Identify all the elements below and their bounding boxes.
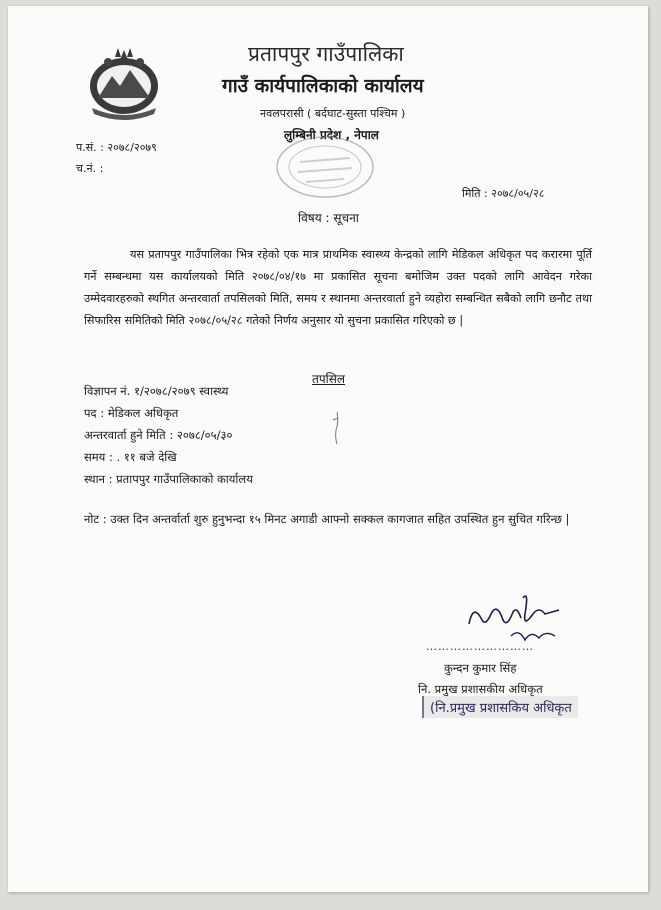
document-date	[462, 186, 544, 201]
detail-advert-number: विज्ञापन नं. १/२०७८/२०७९ स्वास्थ्य	[84, 384, 229, 398]
notice-body: यस प्रतापपुर गाउँपालिका भित्र रहेको एक मात्र प्राथमिक स्वास्थ्य केन्द्रको लागि मेडिकल अधिकृत पद करारमा पूर्ति गर्ने सम्बन्धमा यस कार्यालयको मिति २०७८/०४/१७ मा प्रकासित सूचना बमोजिम उक्त पदको लागि आवेदन गरेका उम्मेदवारहरुको स्थगित अन्तरवार्ता तपसिलको मिति, समय र स्थानमा अन्तरवार्ता हुने व्यहोरा सम्बन्धित सबैको लागि छनौट तथा सिफारिस समितिको मिति २०७८/०५/२८ गतेको निर्णय अनुसार यो सुचना प्रकासित गरिएको छ |	[84, 248, 592, 327]
date-label: मिति :	[462, 187, 488, 200]
note-text: नोट : उक्त दिन अन्तर्वार्ता शुरु हुनुभन्दा १५ मिनट अगाडी आफ्नो सक्कल कागजात सहित उपस्थित हुन सुचित गरिन्छ |	[84, 512, 570, 526]
designation-stamp: (नि.प्रमुख प्रशासकिय अधिकृत	[422, 696, 578, 718]
dispatch-number	[76, 161, 103, 176]
municipality-title: प्रतापपुर गाउँपालिका	[248, 42, 404, 66]
date-value: २०७८/०५/२८	[491, 187, 545, 200]
reference-label: प.सं. :	[76, 141, 104, 154]
document-page	[8, 6, 648, 892]
reference-value: २०७८/२०७९	[107, 141, 157, 154]
subject-line: विषय : सूचना	[298, 211, 359, 225]
signatory-title: नि. प्रमुख प्रशासकीय अधिकृत	[418, 682, 543, 696]
detail-interview-date: अन्तरवार्ता हुने मिति : २०७८/०५/३०	[84, 428, 233, 442]
detail-time: समय : . ११ बजे देखि	[84, 450, 177, 464]
nepal-emblem-icon	[74, 40, 174, 120]
signatory-name: कुन्दन कुमार सिंह	[444, 661, 517, 675]
province-line: लुम्बिनी प्रदेश , नेपाल	[284, 128, 379, 142]
office-seal-stamp	[270, 132, 380, 202]
dispatch-label: च.नं. :	[76, 162, 104, 175]
reference-number	[76, 140, 157, 155]
office-title: गाउँ कार्यपालिकाको कार्यालय	[222, 75, 424, 97]
detail-venue: स्थान : प्रतापपुर गाउँपालिकाको कार्यालय	[84, 472, 253, 486]
details-heading: तपसिल	[312, 372, 346, 386]
signature-line: ………………………	[426, 640, 534, 653]
district-line: नवलपरासी ( बर्दघाट-सुस्ता पश्चिम )	[260, 107, 406, 120]
detail-post: पद : मेडिकल अधिकृत	[84, 406, 179, 420]
pen-mark	[330, 410, 344, 446]
